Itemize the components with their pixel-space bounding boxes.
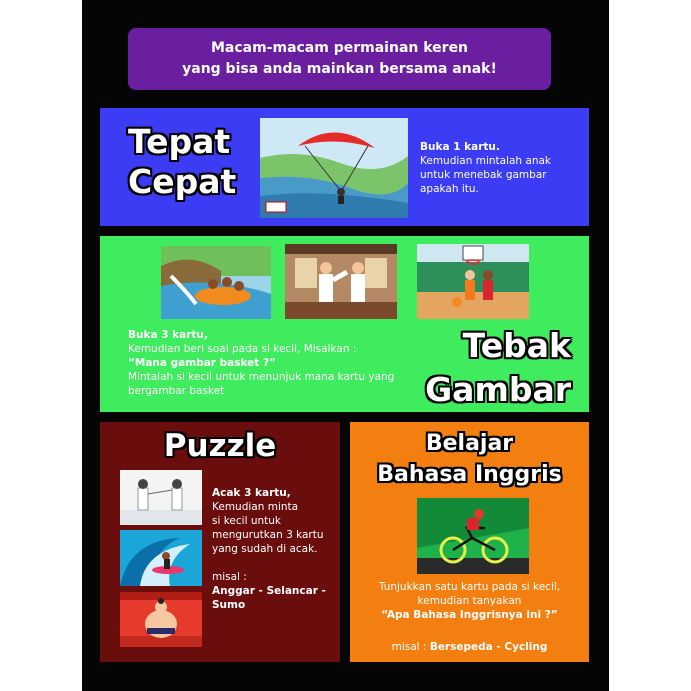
tebak-gambar-text-4: Mintalah si kecil untuk menunjuk mana kartu yang: [128, 371, 395, 383]
banner-line-2: yang bisa anda mainkan bersama anak!: [182, 61, 497, 77]
puzzle-example-label: misal :: [212, 571, 247, 583]
puzzle-text-1: Acak 3 kartu,: [212, 487, 291, 499]
sumo-card-image: [120, 592, 202, 647]
tepat-cepat-text-3: untuk menebak gambar: [420, 169, 547, 181]
puzzle-instructions: [212, 486, 326, 612]
tebak-gambar-title-line-1: Tebak: [462, 326, 571, 365]
paragliding-card-image: [260, 118, 408, 218]
cycling-card-image: [417, 498, 529, 574]
puzzle-title: Puzzle: [163, 428, 277, 464]
tepat-cepat-title: [128, 122, 236, 202]
basketball-card-image: [417, 244, 529, 319]
puzzle-panel: [100, 422, 340, 662]
puzzle-text-5: yang sudah di acak.: [212, 543, 318, 555]
header-banner: [128, 28, 551, 90]
bahasa-inggris-example: [350, 640, 589, 654]
tebak-gambar-text-3: “Mana gambar basket ?”: [128, 357, 276, 369]
puzzle-text-2: Kemudian minta: [212, 501, 299, 513]
tepat-cepat-instructions: [420, 140, 551, 196]
tepat-cepat-title-line-1: Tepat: [128, 122, 231, 161]
fencing-card-image: [120, 470, 202, 525]
tepat-cepat-panel: [100, 108, 589, 226]
bahasa-inggris-title: [350, 428, 589, 490]
tepat-cepat-text-2: Kemudian mintalah anak: [420, 155, 552, 167]
bahasa-inggris-instructions: [350, 580, 589, 622]
tebak-gambar-text-1: Buka 3 kartu,: [128, 329, 208, 341]
bahasa-inggris-title-line-1: Belajar: [425, 431, 514, 456]
surfing-card-image: [120, 530, 202, 586]
bahasa-inggris-text-1: Tunjukkan satu kartu pada si kecil,: [378, 581, 561, 593]
bahasa-inggris-example-label: misal :: [391, 641, 427, 653]
tepat-cepat-text-4: apakah itu.: [420, 183, 479, 195]
bahasa-inggris-example-value: Bersepeda - Cycling: [429, 641, 548, 653]
puzzle-example-2: Sumo: [212, 599, 246, 611]
puzzle-text-3: si kecil untuk: [212, 515, 281, 527]
tebak-gambar-text-5: bergambar basket: [128, 385, 225, 397]
tebak-gambar-panel: [100, 236, 589, 412]
puzzle-text-4: mengurutkan 3 kartu: [212, 529, 324, 541]
bahasa-inggris-title-line-2: Bahasa Inggris: [377, 462, 562, 487]
tepat-cepat-text-1: Buka 1 kartu.: [420, 141, 500, 153]
bahasa-inggris-panel: [350, 422, 589, 662]
bahasa-inggris-text-3: “Apa Bahasa Inggrisnya ini ?”: [381, 609, 558, 621]
tebak-gambar-title: [425, 324, 571, 412]
tepat-cepat-title-line-2: Cepat: [128, 162, 237, 201]
tebak-gambar-text-2: Kemudian beri soal pada si kecil, Misalkan :: [128, 343, 357, 355]
tebak-gambar-instructions: [128, 328, 394, 398]
tebak-gambar-title-line-2: Gambar: [425, 370, 571, 409]
puzzle-example-1: Anggar - Selancar -: [212, 585, 326, 597]
karate-card-image: [285, 244, 397, 319]
banner-line-1: Macam-macam permainan keren: [210, 40, 469, 56]
bahasa-inggris-text-2: kemudian tanyakan: [417, 595, 522, 607]
rafting-card-image: [161, 246, 271, 319]
